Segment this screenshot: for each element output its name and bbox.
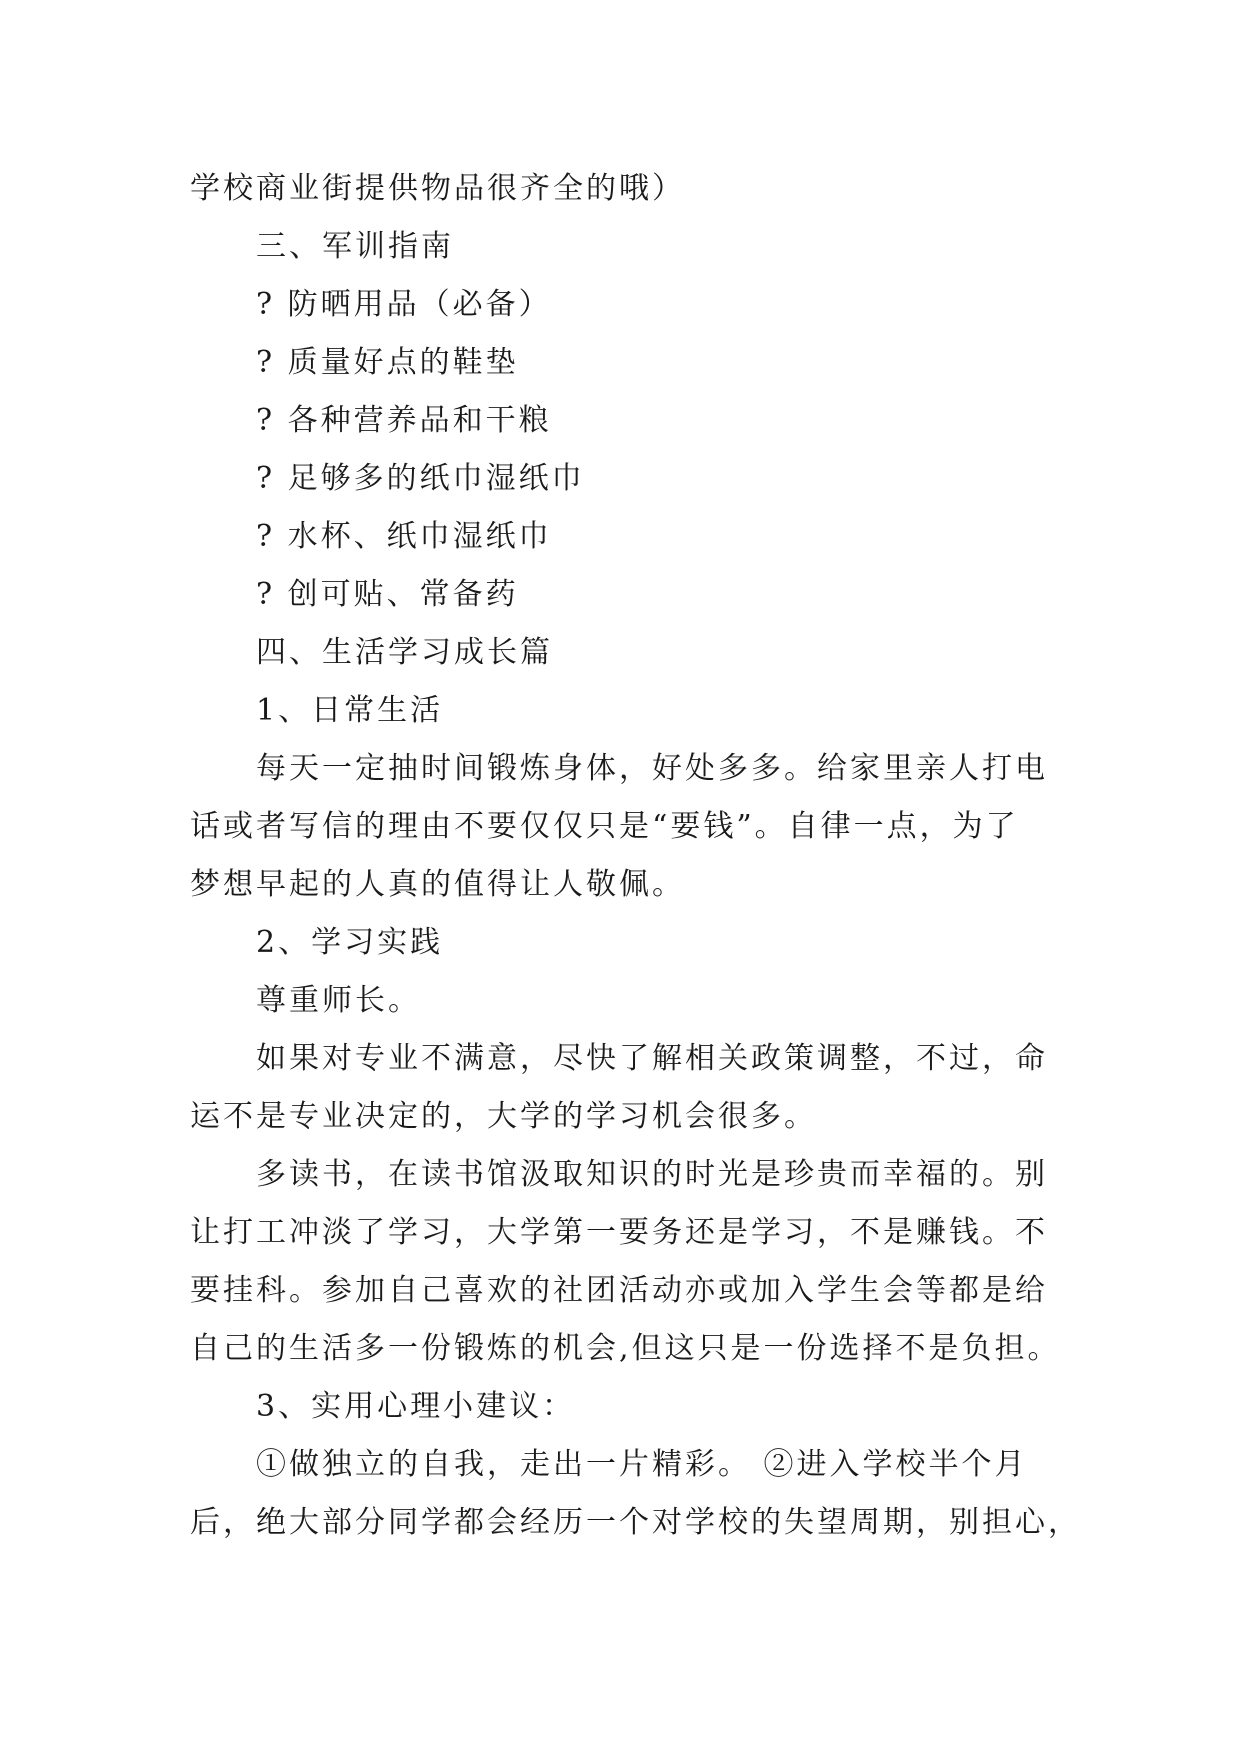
- list-item: ? 创可贴、常备药: [256, 577, 519, 612]
- section-heading: 三、军训指南: [256, 229, 454, 264]
- section-heading: 四、生活学习成长篇: [256, 635, 553, 670]
- subsection-heading: 2、学习实践: [256, 925, 444, 960]
- text-line: 自己的生活多一份锻炼的机会,但这只是一份选择不是负担。: [190, 1331, 1061, 1366]
- subsection-heading: 1、日常生活: [256, 693, 444, 728]
- text-line: 学校商业街提供物品很齐全的哦）: [190, 171, 685, 206]
- subsection-heading: 3、实用心理小建议：: [256, 1389, 576, 1424]
- text-line: 如果对专业不满意，尽快了解相关政策调整，不过，命: [256, 1041, 1048, 1076]
- text-line: 让打工冲淡了学习，大学第一要务还是学习，不是赚钱。不: [190, 1215, 1048, 1250]
- document-body: [190, 160, 1081, 1552]
- list-item: ? 足够多的纸巾湿纸巾: [256, 461, 585, 496]
- text-line: 要挂科。参加自己喜欢的社团活动亦或加入学生会等都是给: [190, 1273, 1048, 1308]
- list-item: ? 各种营养品和干粮: [256, 403, 552, 438]
- text-line: 运不是专业决定的，大学的学习机会很多。: [190, 1099, 817, 1134]
- text-line: 尊重师长。: [256, 983, 421, 1018]
- list-item: ? 质量好点的鞋垫: [256, 345, 519, 380]
- text-line: ①做独立的自我，走出一片精彩。 ②进入学校半个月: [256, 1447, 1028, 1482]
- list-item: ? 水杯、纸巾湿纸巾: [256, 519, 552, 554]
- text-line: 后，绝大部分同学都会经历一个对学校的失望周期，别担心，: [190, 1505, 1081, 1540]
- text-line: 话或者写信的理由不要仅仅只是“要钱”。自律一点，为了: [190, 809, 1019, 844]
- text-line: 每天一定抽时间锻炼身体，好处多多。给家里亲人打电: [256, 751, 1048, 786]
- text-line: 梦想早起的人真的值得让人敬佩。: [190, 867, 685, 902]
- text-line: 多读书，在读书馆汲取知识的时光是珍贵而幸福的。别: [256, 1157, 1048, 1192]
- list-item: ? 防晒用品（必备）: [256, 287, 552, 322]
